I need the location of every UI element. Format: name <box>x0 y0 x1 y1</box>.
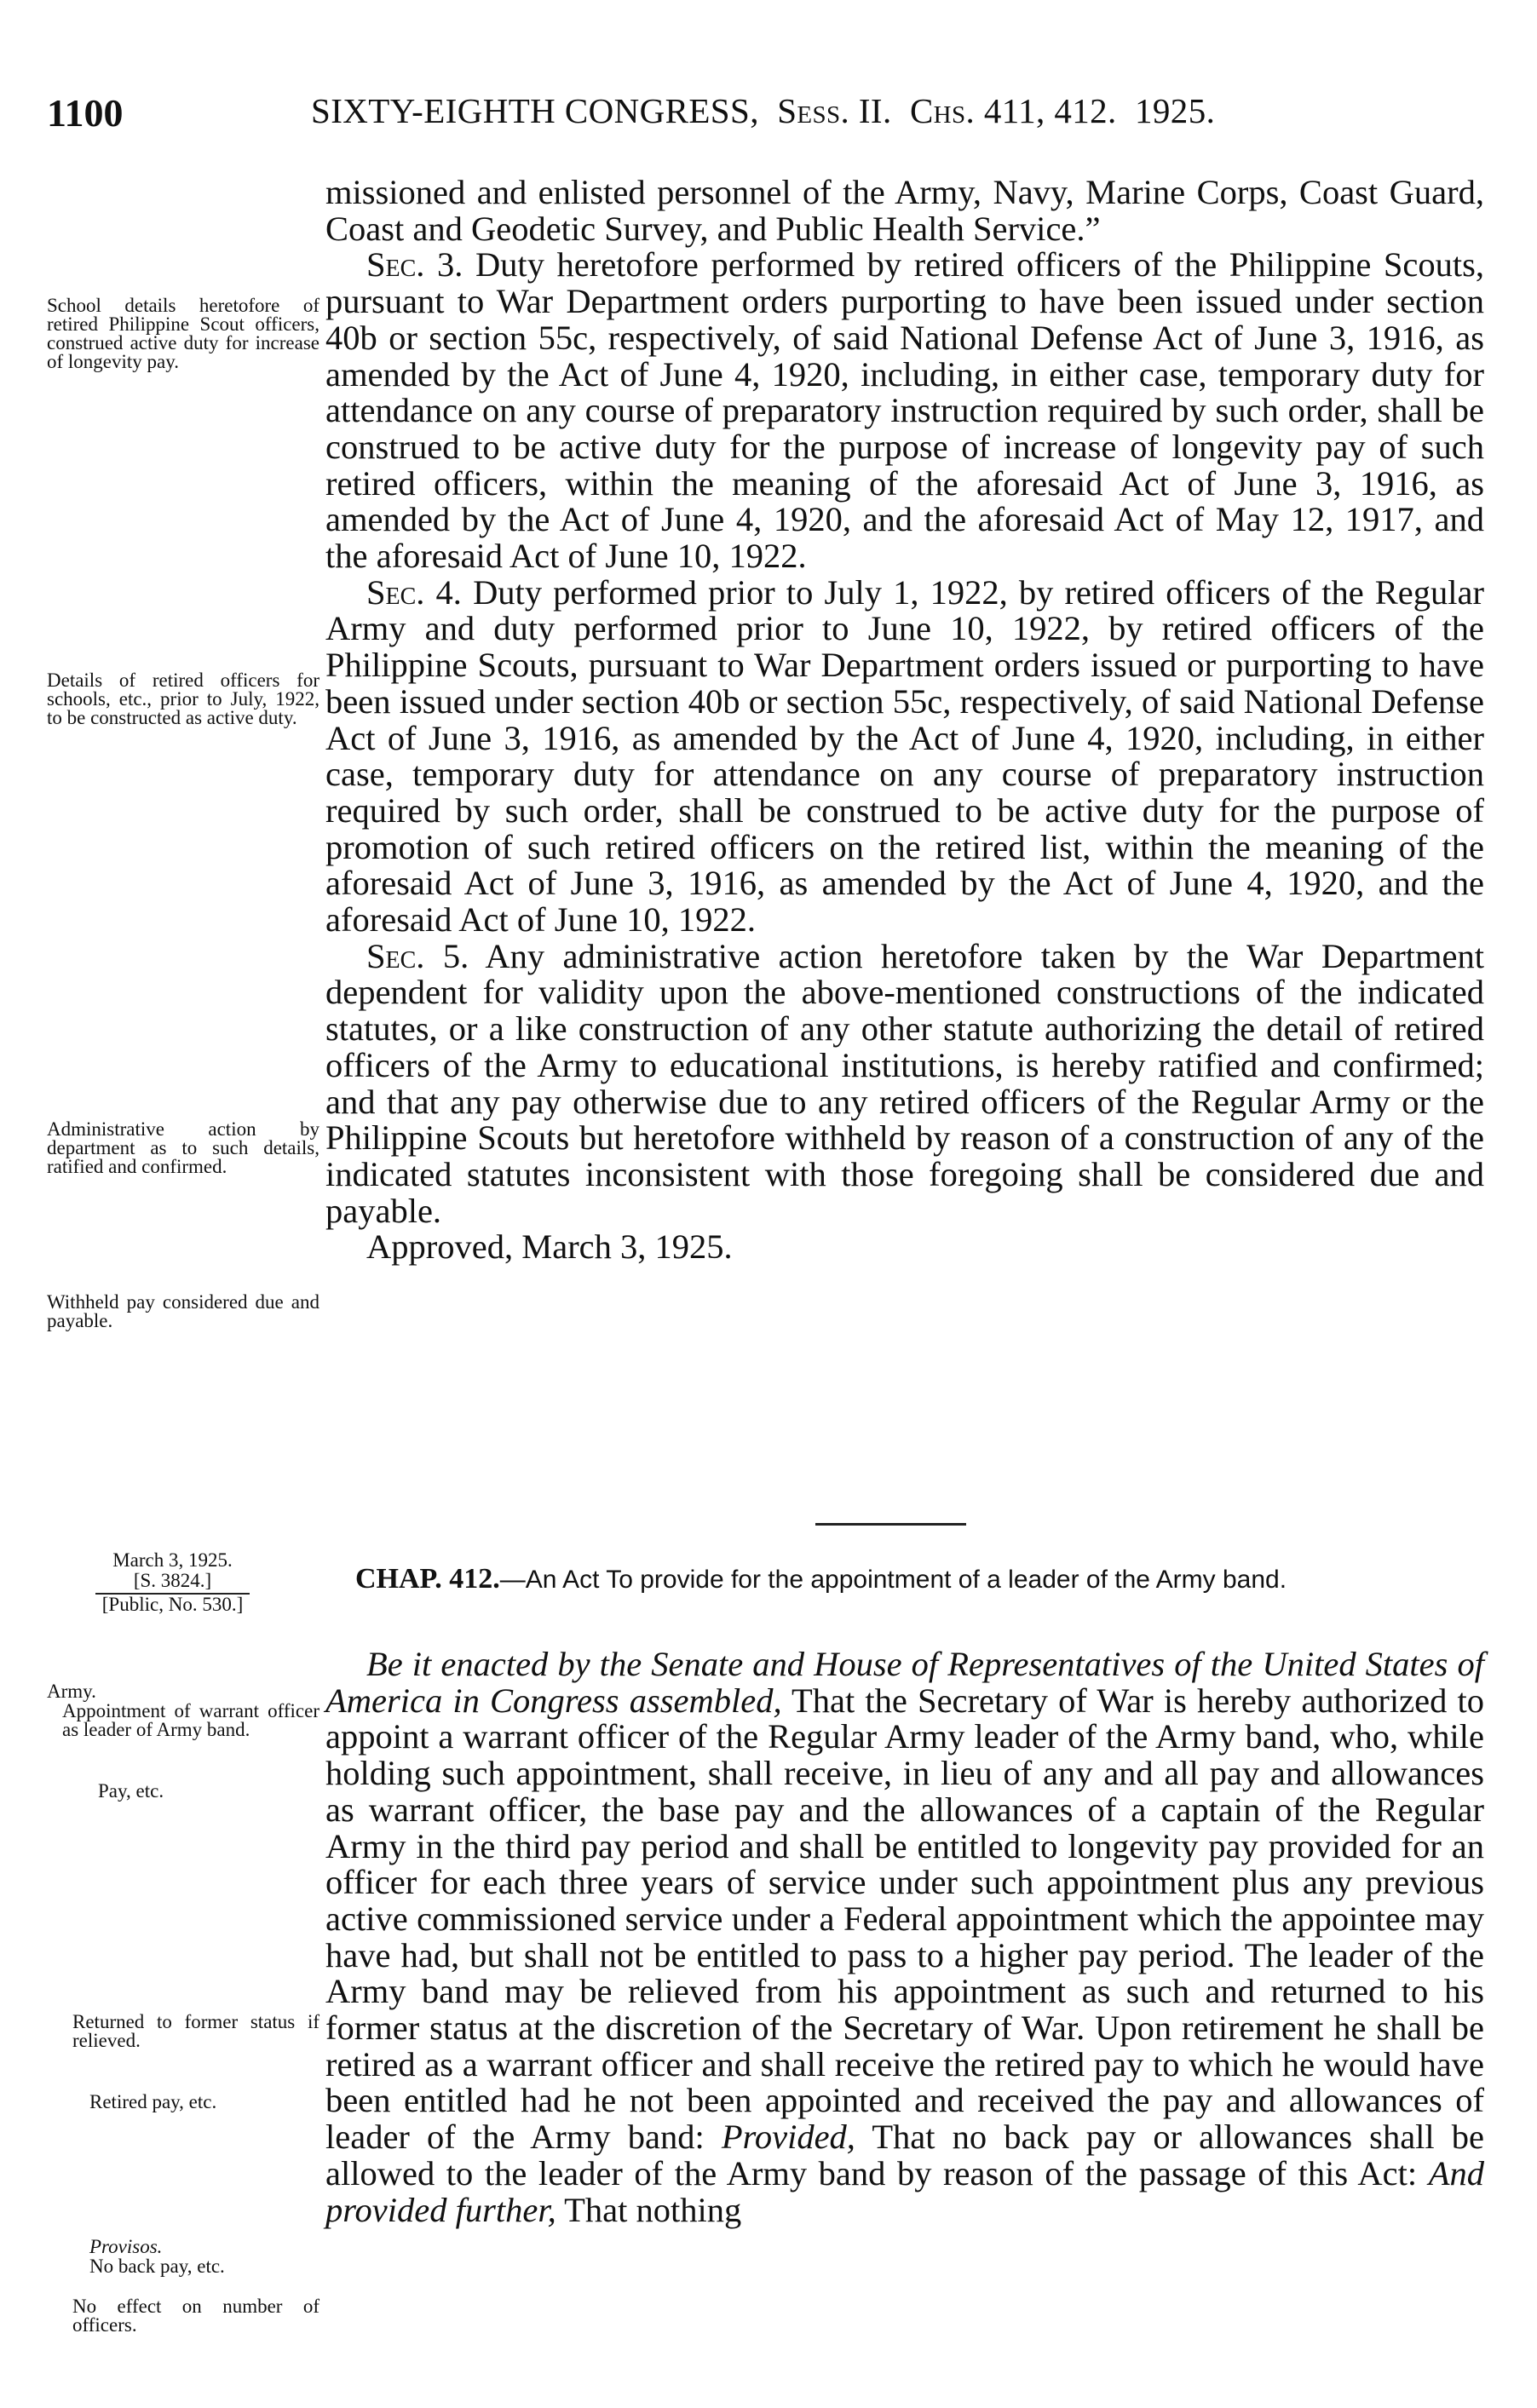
margin-note-army: Army. <box>47 1681 96 1702</box>
enacting-text-2: That no back pay or allowances shall be allowed to the leader of the Army band by reason of the passage of this Act: <box>325 2118 1485 2192</box>
body-text-upper <box>325 175 1484 1266</box>
section-divider <box>815 1523 966 1526</box>
enacting-clause: Be it enacted by the Senate and House of Representatives of the United States of America in Congress assembled, <box>325 1645 1484 1720</box>
proviso-label: Provided, <box>721 2118 855 2157</box>
margin-note-administrative: Administrative action by department as to such details, ratified and confirmed. <box>47 1118 319 1177</box>
approved-line: Approved, March 3, 1925. <box>366 1227 733 1267</box>
section-5 <box>325 936 1484 1230</box>
running-header <box>311 91 1216 130</box>
chapter-label: CHAP. 412. <box>355 1563 500 1595</box>
margin-note-pay: Pay, etc. <box>98 1780 164 1802</box>
bill-number: [S. 3824.] <box>133 1570 212 1591</box>
page-number: 1100 <box>47 91 124 135</box>
margin-note-school-details: School details heretofore of retired Philippine Scout officers, construed active duty for increase of longevity pay. <box>47 295 319 372</box>
section-5-label: Sec. 5. <box>366 936 469 975</box>
margin-note-withheld: Withheld pay considered due and payable. <box>47 1291 319 1331</box>
chapter-title: —An Act To provide for the appointment of a leader of the Army band. <box>499 1566 1287 1594</box>
enacting-paragraph <box>325 1647 1484 2228</box>
section-4 <box>325 572 1484 940</box>
proviso-further-label: And provided further, <box>325 2153 1485 2229</box>
margin-note-provisos: Provisos. <box>89 2236 163 2257</box>
section-4-text: Duty performed prior to July 1, 1922, by retired officers of the Regular Army and duty performed prior to June 10, 1922, by retired officers of the Philippine Scouts, pursuant to War Department orders issued or purporting to have been issued under section 40b or section 55c, respectively, of said National Defense Act of June 3, 1916, as amended by the Act of June 4, 1920, including, in either case, temporary duty for attendance on any course of preparatory instruction required by such order, shall be construed to be active duty for the purpose of promotion of such retired officers on the retired list, within the meaning of the aforesaid Act of June 3, 1916, as amended by the Act of June 4, 1920, and the aforesaid Act of June 10, 1922. <box>325 572 1484 940</box>
header-chapters: Chs. 411, 412. <box>909 91 1117 130</box>
section-3-text: Duty heretofore performed by retired officers of the Philippine Scouts, pursuant to War Department orders purporting to have been issued under section 40b or section 55c, respectively, of said National Defense Act of June 3, 1916, as amended by the Act of June 4, 1920, including, in either case, temporary duty for attendance on any course of preparatory instruction required by such order, shall be construed to be active duty for the purpose of increase of longevity pay of such retired officers, within the meaning of the aforesaid Act of June 3, 1916, as amended by the Act of June 4, 1920, and the aforesaid Act of May 12, 1917, and the aforesaid Act of June 10, 1922. <box>325 245 1485 576</box>
margin-note-no-back-pay: No back pay, etc. <box>89 2256 225 2277</box>
margin-note-details-retired: Details of retired officers for schools, etc., prior to July, 1922, to be constructed as active duty. <box>47 670 319 728</box>
enacting-text-1: That the Secretary of War is hereby authorized to appoint a warrant officer of the Regular Army leader of the Army band, who, while holding such appointment, shall receive, in lieu of any and all pay and allowances as warrant officer, the base pay and the allowances of a captain of the Regular Army in the third pay period and shall be entitled to longevity pay provided for an officer for each three years of service under such appointment plus any previous active commissioned service under a Federal appointment which the appointee may have had, but shall not be entitled to pass to a higher pay period. The leader of the Army band may be relieved from his appointment as such and returned to his former status at the discretion of the Secretary of War. Upon retirement he shall be retired as a warrant officer and shall receive the retired pay to which he would have been entitled had he not been appointed and received the pay and allowances of leader of the Army band: <box>325 1681 1484 2157</box>
header-session: Sess. II. <box>777 91 892 130</box>
margin-note-no-effect: No effect on number of officers. <box>72 2296 319 2336</box>
margin-note-appointment: Appointment of warrant officer as leader of Army band. <box>62 1700 319 1740</box>
margin-note-retired-pay: Retired pay, etc. <box>89 2091 217 2112</box>
section-3-label: Sec. 3. <box>366 245 463 284</box>
margin-note-returned: Returned to former status if relieved. <box>72 2011 319 2051</box>
margin-note-bill-info <box>51 1550 294 1615</box>
header-year: 1925. <box>1135 91 1216 130</box>
section-3 <box>325 247 1484 574</box>
enacting-text-3: That nothing <box>564 2190 742 2229</box>
chapter-heading <box>355 1561 1484 1598</box>
public-law-number: [Public, No. 530.] <box>95 1593 250 1615</box>
bill-date: March 3, 1925. <box>112 1549 233 1571</box>
header-congress: SIXTY-EIGHTH CONGRESS, <box>311 91 759 130</box>
continuation-paragraph: missioned and enlisted personnel of the Army, Navy, Marine Corps, Coast Guard, Coast and Geodetic Survey, and Public Health Service.” <box>325 173 1484 248</box>
section-5-text: Any administrative action heretofore taken by the War Department dependent for validity upon the above-mentioned constructions of the indicated statutes, or a like construction of any other statute authorizing the detail of retired officers of the Army to educational institutions, is hereby ratified and confirmed; and that any pay otherwise due to any retired officers of the Regular Army or the Philippine Scouts but heretofore withheld by reason of a construction of any of the indicated statutes inconsistent with those foregoing shall be considered due and payable. <box>325 936 1484 1230</box>
body-text-lower <box>325 1647 1484 2228</box>
section-4-label: Sec. 4. <box>366 572 462 612</box>
